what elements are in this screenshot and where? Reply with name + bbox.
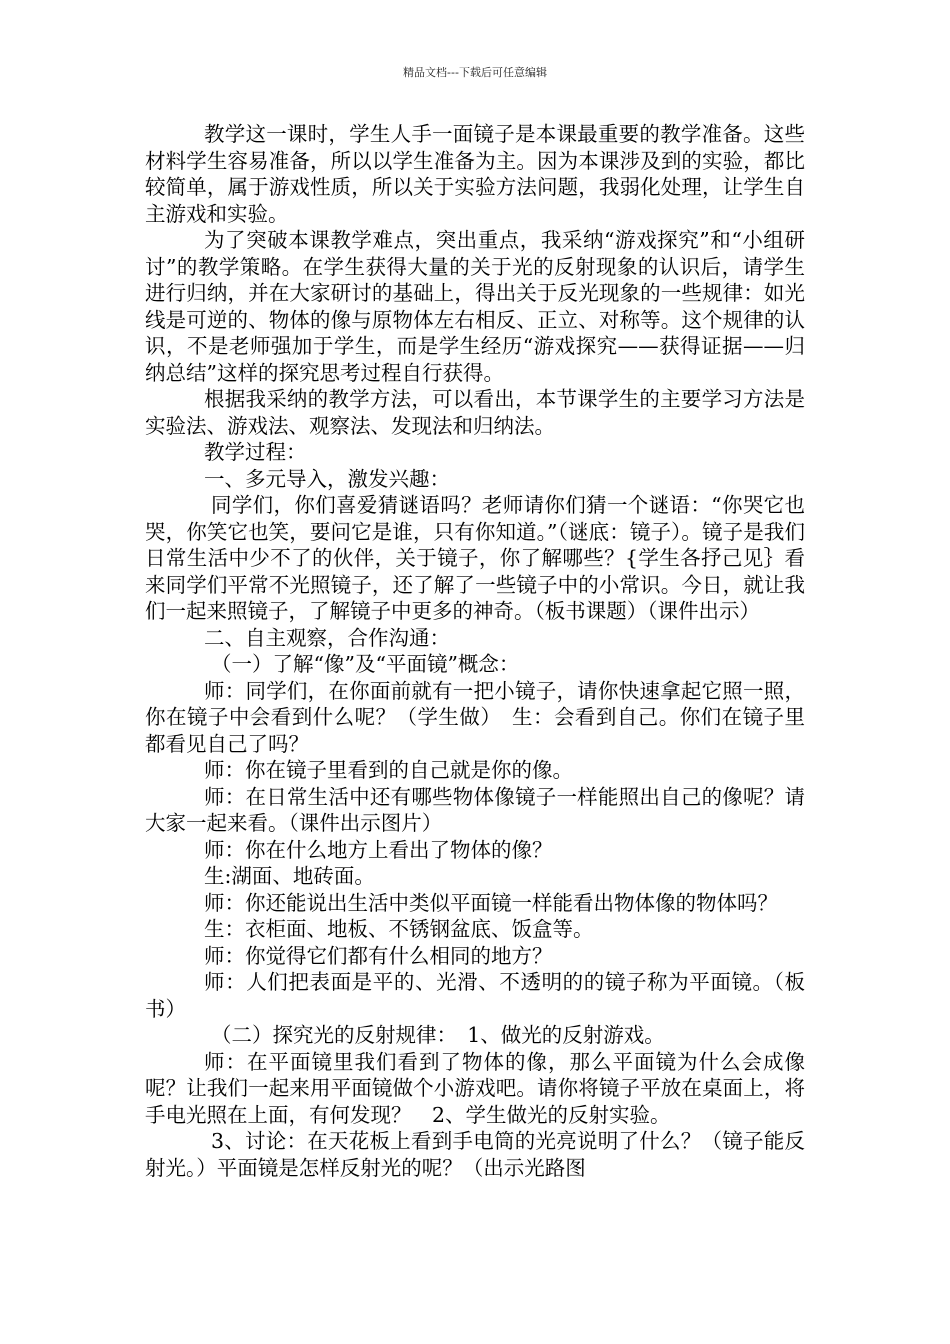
paragraph-14: 师：你还能说出生活中类似平面镜一样能看出物体像的物体吗？ (204, 890, 778, 915)
paragraph-20: 3、讨论：在天花板上看到手电筒的光亮说明了什么？（镜子能反射光。）平面镜是怎样反射光的呢？（出示光路图 (145, 1129, 805, 1180)
paragraph-12: 师：你在什么地方上看出了物体的像？ (204, 837, 553, 862)
paragraph-13: 生:湖面、地砖面。 (204, 864, 375, 888)
document-body (145, 121, 805, 1181)
paragraph-3: 根据我采纳的教学方法，可以看出，本节课学生的主要学习方法是实验法、游戏法、观察法、发现法和归纳法。 (145, 387, 805, 438)
paragraph-2: 为了突破本课教学难点，突出重点，我采纳“游戏探究”和“小组研讨”的教学策略。在学生获得大量的关于光的反射现象的认识后，请学生进行归纳，并在大家研讨的基础上，得出关于反光现象的一些规律：如光线是可逆的、物体的像与原物体左右相反、正立、对称等。这个规律的认识，不是老师强加于学生，而是学生经历“游戏探究——获得证据——归纳总结”这样的探究思考过程自行获得。 (145, 228, 805, 385)
paragraph-16: 师：你觉得它们都有什么相同的地方？ (204, 943, 553, 968)
paragraph-19: 师：在平面镜里我们看到了物体的像，那么平面镜为什么会成像呢？让我们一起来用平面镜做个小游戏吧。请你将镜子平放在桌面上，将手电光照在上面，有何发现？ 2、学生做光的反射实验。 (145, 1049, 805, 1127)
paragraph-15: 生：衣柜面、地板、不锈钢盆底、饭盒等。 (204, 917, 594, 941)
paragraph-18: （二）探究光的反射规律： 1、做光的反射游戏。 (211, 1023, 665, 1047)
paragraph-11: 师：在日常生活中还有哪些物体像镜子一样能照出自己的像呢？请大家一起来看。（课件出示图片） (145, 784, 805, 835)
paragraph-7: 二、自主观察，合作沟通： (204, 625, 450, 650)
paragraph-9: 师：同学们，在你面前就有一把小镜子，请你快速拿起它照一照，你在镜子中会看到什么呢？（学生做） 生：会看到自己。你们在镜子里都看见自己了吗？ (145, 678, 805, 756)
paragraph-4: 教学过程： (204, 440, 307, 464)
paragraph-5: 一、多元导入，激发兴趣： (204, 466, 450, 491)
paragraph-6: 同学们，你们喜爱猜谜语吗？老师请你们猜一个谜语：“你哭它也哭，你笑它也笑，要问它是谁，只有你知道。”（谜底：镜子）。镜子是我们日常生活中少不了的伙伴，关于镜子，你了解哪些？{学生各抒己见｝看来同学们平常不光照镜子，还了解了一些镜子中的小常识。今日，就让我们一起来照镜子，了解镜子中更多的神奇。（板书课题）（课件出示） (145, 493, 805, 623)
paragraph-8: （一）了解“像”及“平面镜”概念： (211, 652, 520, 676)
page-header: 精品文档---下载后可任意编辑 (403, 66, 547, 79)
paragraph-17: 师：人们把表面是平的、光滑、不透明的的镜子称为平面镜。（板书） (145, 970, 805, 1021)
paragraph-1: 教学这一课时，学生人手一面镜子是本课最重要的教学准备。这些材料学生容易准备，所以以学生准备为主。因为本课涉及到的实验，都比较简单，属于游戏性质，所以关于实验方法问题，我弱化处理，让学生自主游戏和实验。 (145, 122, 805, 226)
paragraph-10: 师：你在镜子里看到的自己就是你的像。 (204, 758, 573, 782)
